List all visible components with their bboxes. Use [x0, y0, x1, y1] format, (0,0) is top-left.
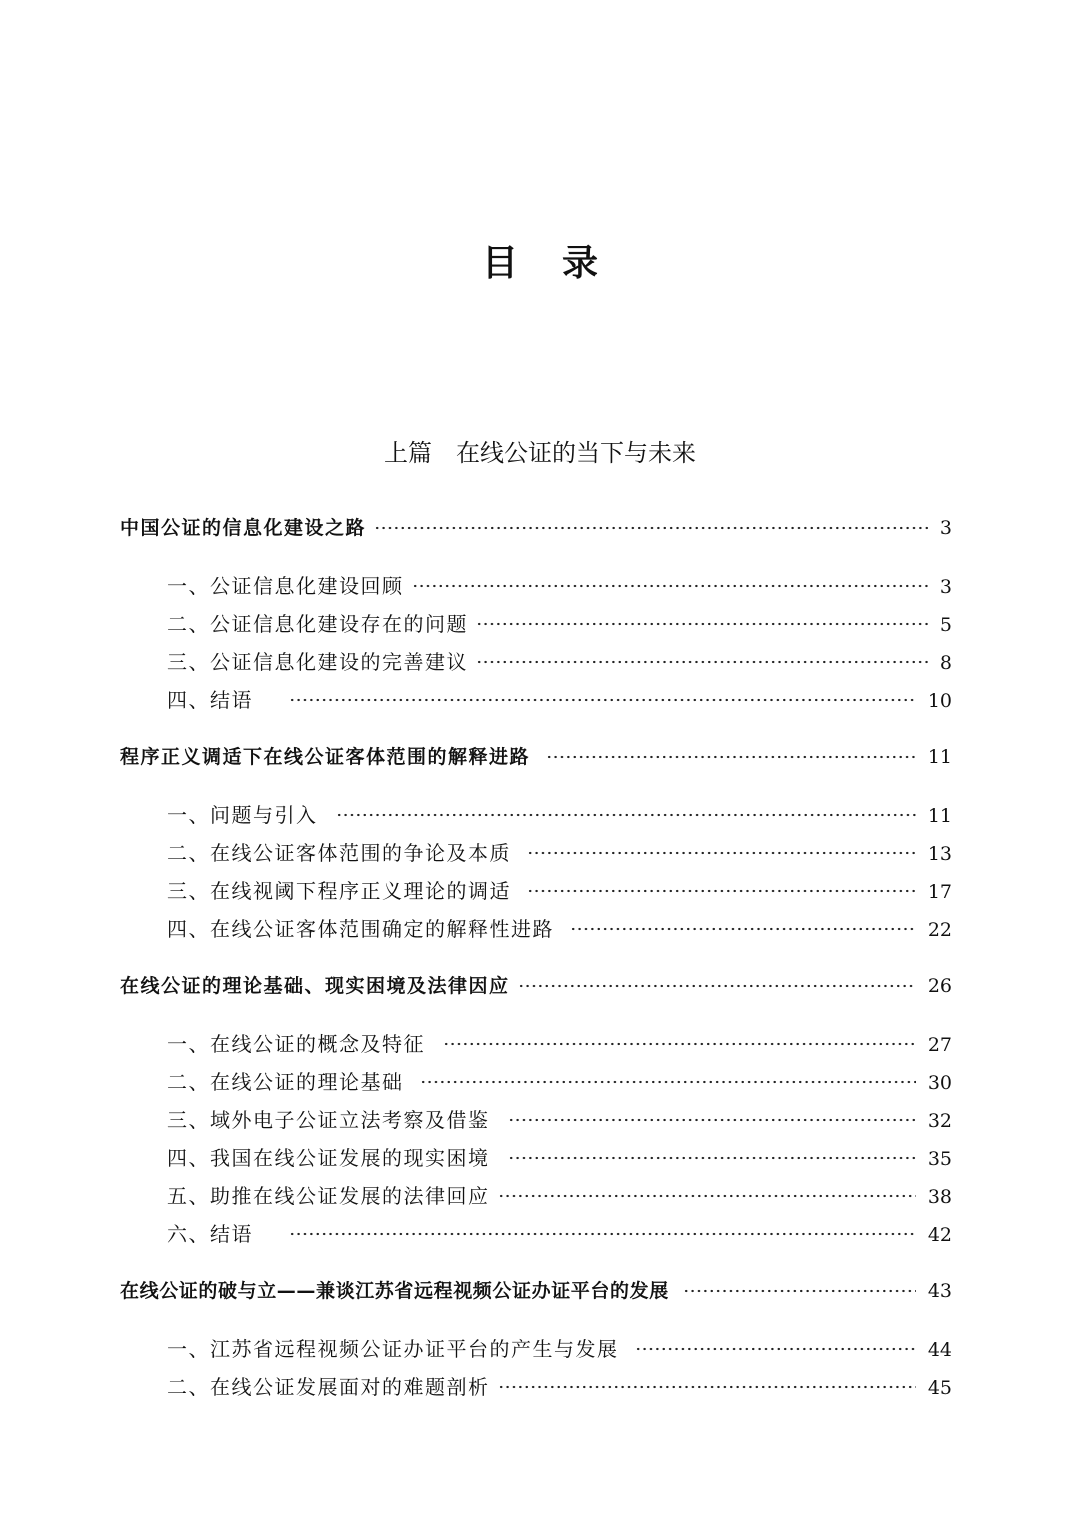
- toc-entry-page: 45: [927, 1377, 952, 1399]
- toc-entry-label: 在线公证的理论基础、现实困境及法律因应: [120, 975, 510, 997]
- toc-entry-section[interactable]: [167, 571, 952, 601]
- toc-entry-page: 26: [927, 975, 952, 997]
- toc-entry-section[interactable]: [167, 838, 952, 868]
- toc-entry-page: 22: [927, 919, 952, 941]
- toc-entry-label: 三、域外电子公证立法考察及借鉴: [167, 1108, 490, 1132]
- dot-leader: [289, 697, 916, 703]
- toc-entry-section[interactable]: [167, 800, 952, 830]
- toc-entry-section[interactable]: [167, 1029, 952, 1059]
- toc-entry-section[interactable]: [167, 1143, 952, 1173]
- toc-entry-page: 32: [927, 1110, 952, 1132]
- toc-entry-section[interactable]: [167, 1067, 952, 1097]
- toc-entry-label: 在线公证的破与立——兼谈江苏省远程视频公证办证平台的发展: [120, 1280, 669, 1302]
- toc-entry-section[interactable]: [167, 1105, 952, 1135]
- toc-entry-page: 43: [927, 1280, 952, 1302]
- toc-entry-label: 六、结语: [167, 1222, 253, 1246]
- toc-entry-page: 13: [927, 843, 952, 865]
- toc-entry-label: 一、公证信息化建设回顾: [167, 574, 404, 598]
- toc-entry-section[interactable]: [167, 1181, 952, 1211]
- toc-entry-label: 二、在线公证客体范围的争论及本质: [167, 841, 511, 865]
- dot-leader: [374, 525, 928, 531]
- toc-entry-section[interactable]: [167, 876, 952, 906]
- page-title: 目录: [481, 242, 642, 284]
- dot-leader: [527, 888, 916, 894]
- dot-leader: [476, 659, 928, 665]
- toc-entry-label: 三、在线视阈下程序正义理论的调适: [167, 879, 511, 903]
- toc-entry-label: 一、江苏省远程视频公证办证平台的产生与发展: [167, 1337, 619, 1361]
- toc-entry-page: 11: [927, 805, 952, 827]
- toc-entry-page: 10: [927, 690, 952, 712]
- toc-entry-chapter[interactable]: [120, 971, 952, 1001]
- toc-entry-label: 二、公证信息化建设存在的问题: [167, 612, 468, 636]
- toc-entry-chapter[interactable]: [120, 742, 952, 772]
- toc-entry-label: 三、公证信息化建设的完善建议: [167, 650, 468, 674]
- toc-entry-label: 二、在线公证的理论基础: [167, 1070, 404, 1094]
- toc-entry-label: 二、在线公证发展面对的难题剖析: [167, 1375, 490, 1399]
- toc-entry-label: 一、在线公证的概念及特征: [167, 1032, 425, 1056]
- toc-entry-page: 38: [927, 1186, 952, 1208]
- dot-leader: [635, 1346, 916, 1352]
- toc-entry-label: 中国公证的信息化建设之路: [120, 517, 367, 539]
- toc-entry-section[interactable]: [167, 1334, 952, 1364]
- toc-entry-chapter[interactable]: [120, 1276, 952, 1306]
- dot-leader: [476, 621, 928, 627]
- toc-entry-section[interactable]: [167, 685, 952, 715]
- dot-leader: [570, 926, 916, 932]
- dot-leader: [527, 850, 916, 856]
- toc-entry-label: 四、结语: [167, 688, 253, 712]
- toc-entry-section[interactable]: [167, 1219, 952, 1249]
- dot-leader: [508, 1155, 916, 1161]
- dot-leader: [508, 1117, 916, 1123]
- toc-entry-page: 44: [927, 1339, 952, 1361]
- part-title: 上篇 在线公证的当下与未来: [384, 439, 696, 467]
- toc-entry-page: 11: [927, 746, 952, 768]
- toc-entry-page: 3: [939, 517, 952, 539]
- dot-leader: [336, 812, 916, 818]
- toc-entry-page: 42: [927, 1224, 952, 1246]
- dot-leader: [443, 1041, 916, 1047]
- toc-entry-page: 3: [939, 576, 952, 598]
- toc-entry-page: 35: [927, 1148, 952, 1170]
- dot-leader: [546, 754, 916, 760]
- dot-leader: [420, 1079, 916, 1085]
- dot-leader: [289, 1231, 916, 1237]
- toc-entry-label: 四、我国在线公证发展的现实困境: [167, 1146, 490, 1170]
- toc-entry-section[interactable]: [167, 647, 952, 677]
- toc-entry-label: 四、在线公证客体范围确定的解释性进路: [167, 917, 554, 941]
- toc-entry-label: 一、问题与引入: [167, 803, 318, 827]
- dot-leader: [518, 983, 916, 989]
- toc-entry-page: 8: [939, 652, 952, 674]
- toc-entry-page: 17: [927, 881, 952, 903]
- toc-entry-label: 程序正义调适下在线公证客体范围的解释进路: [120, 746, 531, 768]
- toc-entry-page: 30: [927, 1072, 952, 1094]
- toc-entry-section[interactable]: [167, 609, 952, 639]
- toc-entry-page: 5: [939, 614, 952, 636]
- dot-leader: [498, 1384, 916, 1390]
- toc-entry-chapter[interactable]: [120, 513, 952, 543]
- dot-leader: [412, 583, 928, 589]
- toc-entry-section[interactable]: [167, 914, 952, 944]
- toc-entry-page: 27: [927, 1034, 952, 1056]
- toc-entry-section[interactable]: [167, 1372, 952, 1402]
- toc-entry-label: 五、助推在线公证发展的法律回应: [167, 1184, 490, 1208]
- dot-leader: [498, 1193, 916, 1199]
- dot-leader: [683, 1288, 916, 1294]
